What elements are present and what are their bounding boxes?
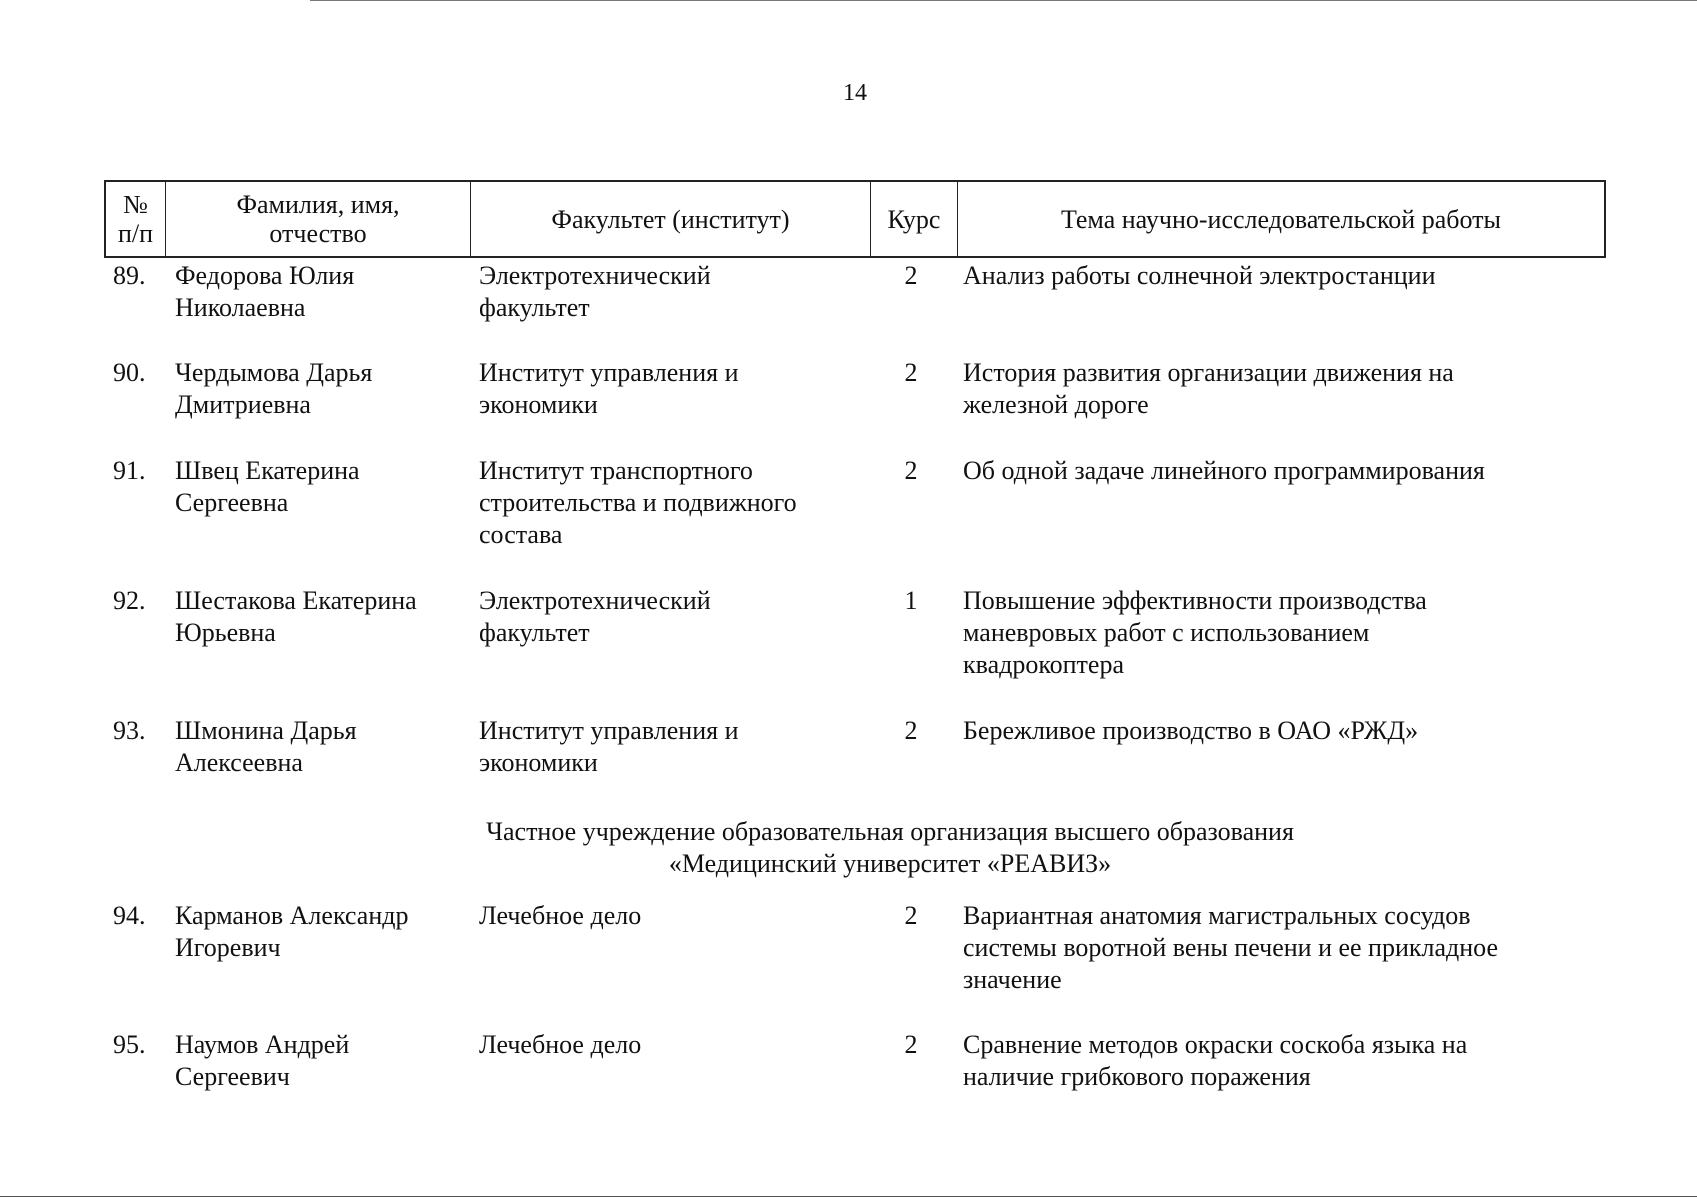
table-row	[104, 1029, 1606, 1129]
header-course-label: Курс	[887, 204, 941, 234]
top-scan-edge	[310, 0, 1697, 1]
table-row	[104, 357, 1606, 457]
table-header	[104, 180, 1606, 258]
row-name: Наумов Андрей Сергеевич	[175, 1030, 350, 1091]
row-topic: Бережливое производство в ОАО «РЖД»	[963, 716, 1419, 745]
header-name	[166, 182, 471, 256]
row-course: 2	[904, 716, 918, 745]
table-row	[104, 455, 1606, 555]
table-row	[104, 900, 1606, 1000]
header-num-label: № п/п	[117, 190, 154, 248]
row-course: 2	[904, 456, 918, 485]
row-topic: История развития организации движения на железной дороге	[963, 358, 1454, 419]
row-number: 89.	[113, 261, 146, 290]
row-number: 91.	[113, 456, 146, 485]
header-course	[871, 182, 958, 256]
row-topic: Повышение эффективности производства маневровых работ с использованием квадрокоптера	[963, 586, 1427, 679]
row-faculty: Институт управления и экономики	[479, 358, 739, 419]
row-faculty: Институт управления и экономики	[479, 716, 739, 777]
row-faculty: Лечебное дело	[479, 901, 642, 930]
row-name: Чердымова Дарья Дмитриевна	[175, 358, 373, 419]
table-row	[104, 260, 1606, 360]
row-course: 2	[904, 261, 918, 290]
row-name: Шестакова Екатерина Юрьевна	[175, 586, 417, 647]
table-row	[104, 585, 1606, 685]
row-name: Швец Екатерина Сергеевна	[175, 456, 360, 517]
header-num	[106, 182, 166, 256]
row-number: 92.	[113, 586, 146, 615]
header-faculty-label: Факультет (институт)	[551, 204, 790, 234]
row-faculty: Институт транспортного строительства и подвижного состава	[479, 456, 797, 549]
row-topic: Анализ работы солнечной электростанции	[963, 261, 1436, 290]
page-number: 14	[843, 80, 867, 106]
row-faculty: Электротехнический факультет	[479, 261, 711, 322]
header-topic	[958, 182, 1604, 256]
row-faculty: Лечебное дело	[479, 1030, 642, 1059]
row-topic: Сравнение методов окраски соскоба языка на наличие грибкового поражения	[963, 1030, 1468, 1091]
row-number: 94.	[113, 901, 146, 930]
bottom-scan-edge	[0, 1196, 1697, 1197]
row-number: 90.	[113, 358, 146, 387]
section-heading-line2: «Медицинский университет «РЕАВИЗ»	[668, 849, 1112, 878]
row-course: 2	[904, 901, 918, 930]
row-course: 2	[904, 1030, 918, 1059]
row-number: 93.	[113, 716, 146, 745]
row-number: 95.	[113, 1030, 146, 1059]
section-heading-line1: Частное учреждение образовательная организация высшего образования	[486, 817, 1294, 846]
row-topic: Вариантная анатомия магистральных сосудов системы воротной вены печени и ее прикладное значение	[963, 901, 1499, 994]
row-faculty: Электротехнический факультет	[479, 586, 711, 647]
header-faculty	[471, 182, 871, 256]
row-topic: Об одной задаче линейного программирования	[963, 456, 1485, 485]
section-heading	[380, 816, 1400, 880]
row-name: Федорова Юлия Николаевна	[175, 261, 355, 322]
header-name-label: Фамилия, имя, отчество	[236, 190, 400, 248]
row-name: Карманов Александр Игоревич	[175, 901, 409, 962]
row-course: 1	[904, 586, 918, 615]
row-course: 2	[904, 358, 918, 387]
header-topic-label: Тема научно-исследовательской работы	[1061, 204, 1501, 234]
row-name: Шмонина Дарья Алексеевна	[175, 716, 357, 777]
table-row	[104, 715, 1606, 815]
